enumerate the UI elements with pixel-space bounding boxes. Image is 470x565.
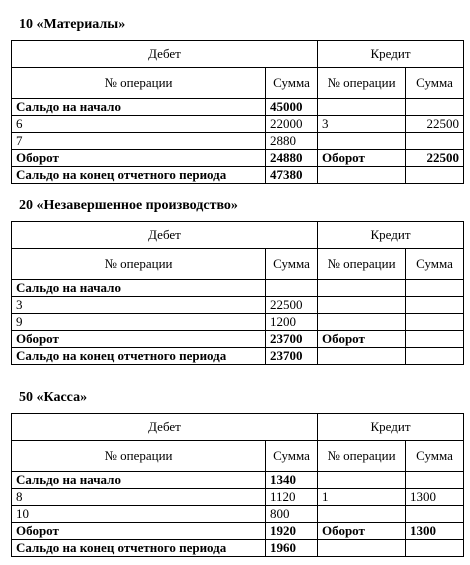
- column-header: Сумма: [266, 249, 318, 280]
- table-cell: Сальдо на конец отчетного периода: [12, 348, 266, 365]
- table-cell: Оборот: [12, 331, 266, 348]
- table-cell: [406, 280, 464, 297]
- table-cell: [318, 314, 406, 331]
- table-row: [12, 99, 464, 116]
- table-cell: Сальдо на начало: [12, 99, 266, 116]
- table-cell: Оборот: [318, 523, 406, 540]
- column-header: № операции: [318, 68, 406, 99]
- table-cell: 22000: [266, 116, 318, 133]
- table-row: [12, 280, 464, 297]
- table-cell: [406, 540, 464, 557]
- column-header: Сумма: [266, 441, 318, 472]
- table-cell: [318, 99, 406, 116]
- table-cell: 7: [12, 133, 266, 150]
- table-row: [12, 133, 464, 150]
- column-header: Сумма: [406, 441, 464, 472]
- table-cell: [318, 280, 406, 297]
- table-cell: Оборот: [318, 331, 406, 348]
- table-cell: 47380: [266, 167, 318, 184]
- table-cell: 1300: [406, 523, 464, 540]
- table-row: [12, 523, 464, 540]
- table-cell: 10: [12, 506, 266, 523]
- table-cell: [318, 133, 406, 150]
- table-row: [12, 489, 464, 506]
- account-table: [11, 40, 464, 184]
- column-header: № операции: [318, 249, 406, 280]
- table-cell: [406, 133, 464, 150]
- table-cell: 22500: [406, 150, 464, 167]
- table-cell: 3: [12, 297, 266, 314]
- table-cell: [406, 506, 464, 523]
- table-cell: 22500: [406, 116, 464, 133]
- credit-header: Кредит: [318, 41, 464, 68]
- table-cell: 23700: [266, 331, 318, 348]
- table-cell: [318, 297, 406, 314]
- table-cell: 1: [318, 489, 406, 506]
- table-row: [12, 472, 464, 489]
- table-cell: 1300: [406, 489, 464, 506]
- account-title: 20 «Незавершенное производство»: [19, 198, 238, 213]
- table-cell: [406, 297, 464, 314]
- table-cell: [318, 472, 406, 489]
- account-title: 10 «Материалы»: [19, 17, 126, 32]
- table-cell: [266, 280, 318, 297]
- table-cell: Оборот: [12, 523, 266, 540]
- table-cell: [318, 506, 406, 523]
- table-cell: 23700: [266, 348, 318, 365]
- table-cell: [406, 472, 464, 489]
- table-row: [12, 331, 464, 348]
- column-header: Сумма: [406, 68, 464, 99]
- column-header: Сумма: [266, 68, 318, 99]
- table-cell: 2880: [266, 133, 318, 150]
- table-row: [12, 116, 464, 133]
- table-cell: 22500: [266, 297, 318, 314]
- table-row: [12, 348, 464, 365]
- table-cell: 6: [12, 116, 266, 133]
- table-cell: 9: [12, 314, 266, 331]
- table-cell: Сальдо на начало: [12, 280, 266, 297]
- table-cell: [406, 167, 464, 184]
- table-cell: Сальдо на начало: [12, 472, 266, 489]
- column-header: № операции: [318, 441, 406, 472]
- table-cell: 1960: [266, 540, 318, 557]
- account-table: [11, 221, 464, 365]
- credit-header: Кредит: [318, 414, 464, 441]
- table-row: [12, 540, 464, 557]
- table-cell: [318, 167, 406, 184]
- column-header: № операции: [12, 249, 266, 280]
- account-table: [11, 413, 464, 557]
- debit-header: Дебет: [12, 222, 318, 249]
- account-title: 50 «Касса»: [19, 390, 88, 405]
- debit-header: Дебет: [12, 41, 318, 68]
- table-cell: [406, 99, 464, 116]
- table-cell: 24880: [266, 150, 318, 167]
- table-cell: [406, 314, 464, 331]
- table-row: [12, 150, 464, 167]
- table-cell: [406, 348, 464, 365]
- table-cell: [318, 540, 406, 557]
- debit-header: Дебет: [12, 414, 318, 441]
- table-cell: 1920: [266, 523, 318, 540]
- column-header: № операции: [12, 68, 266, 99]
- table-cell: 1200: [266, 314, 318, 331]
- table-cell: 1120: [266, 489, 318, 506]
- table-cell: 3: [318, 116, 406, 133]
- table-row: [12, 506, 464, 523]
- table-cell: 8: [12, 489, 266, 506]
- table-cell: Сальдо на конец отчетного периода: [12, 167, 266, 184]
- table-cell: [318, 348, 406, 365]
- table-cell: 45000: [266, 99, 318, 116]
- table-cell: 800: [266, 506, 318, 523]
- table-cell: 1340: [266, 472, 318, 489]
- credit-header: Кредит: [318, 222, 464, 249]
- table-cell: Оборот: [318, 150, 406, 167]
- table-row: [12, 297, 464, 314]
- column-header: № операции: [12, 441, 266, 472]
- column-header: Сумма: [406, 249, 464, 280]
- table-row: [12, 314, 464, 331]
- table-cell: [406, 331, 464, 348]
- table-cell: Сальдо на конец отчетного периода: [12, 540, 266, 557]
- table-cell: Оборот: [12, 150, 266, 167]
- table-row: [12, 167, 464, 184]
